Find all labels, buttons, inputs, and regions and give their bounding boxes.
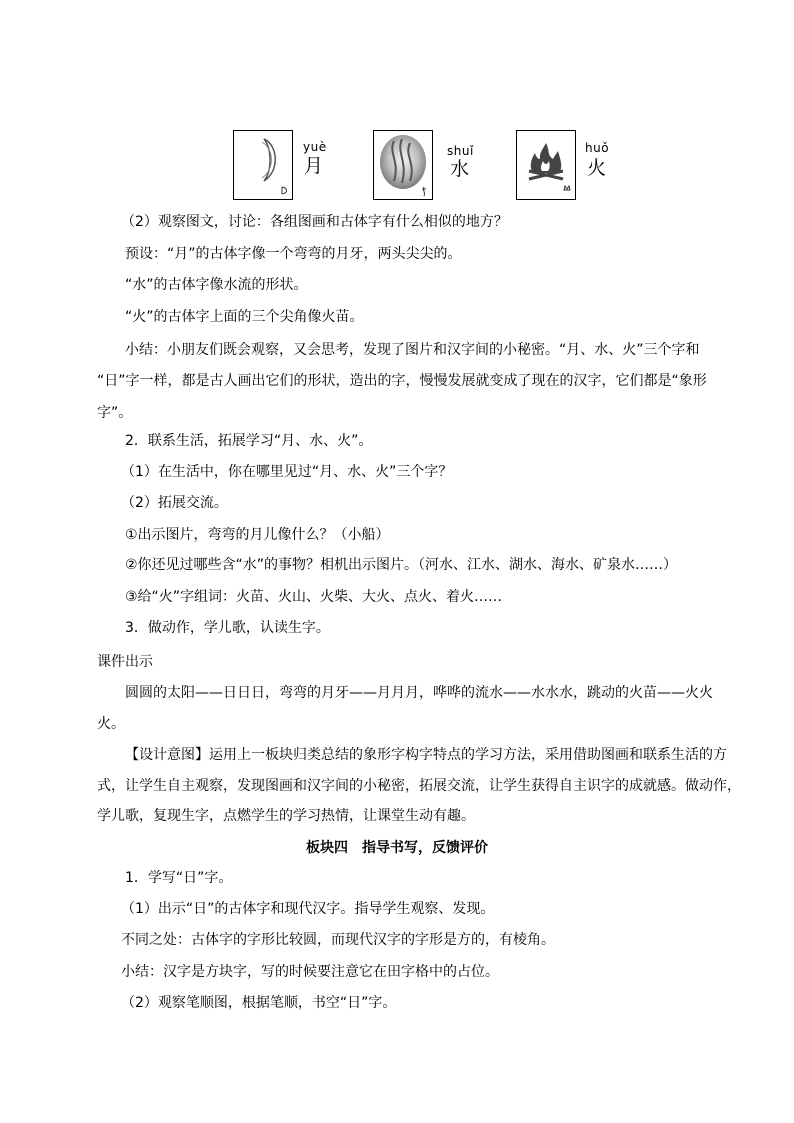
water-icon: [374, 131, 432, 199]
paragraph-line: 火。: [97, 716, 125, 732]
paragraph-line: 不同之处：古体字的字形比较圆，而现代汉字的字形是方的，有棱角。: [121, 932, 555, 948]
moon-icon: [234, 131, 292, 199]
paragraph-line: 课件出示: [97, 654, 153, 670]
fire-picture: [516, 130, 576, 200]
paragraph-line: 式，让学生自主观察，发现图画和汉字间的小秘密，拓展交流，让学生获得自主识字的成就感。做动作，: [97, 778, 741, 794]
paragraph-line: “水”的古体字像水流的形状。: [125, 277, 308, 293]
paragraph-line: 3．做动作，学儿歌，认读生字。: [125, 620, 330, 636]
paragraph-line: ①出示图片，弯弯的月儿像什么？（小船）: [125, 527, 390, 543]
paragraph-line: “日”字一样，都是古人画出它们的形状，造出的字，慢慢发展就变成了现在的汉字，它们都是“象形: [97, 373, 707, 389]
paragraph-line: 小结：小朋友们既会观察，又会思考，发现了图片和汉字间的小秘密。“月、水、火”三个字和: [125, 342, 700, 358]
pinyin-shui: shuǐ: [447, 144, 474, 158]
paragraph-line: 字”。: [97, 405, 133, 421]
char-yue: 月: [304, 155, 324, 177]
paragraph-line: 【设计意图】运用上一板块归类总结的象形字构字特点的学习方法，采用借助图画和联系生活的方: [125, 747, 727, 763]
paragraph-line: 1．学写“日”字。: [125, 870, 233, 886]
pinyin-huo: huǒ: [585, 141, 610, 155]
section-heading: 板块四 指导书写，反馈评价: [306, 840, 488, 856]
paragraph-line: （1）在生活中，你在哪里见过“月、水、火”三个字？: [121, 464, 453, 480]
paragraph-line: 2．联系生活，拓展学习“月、水、火”。: [125, 433, 373, 449]
paragraph-line: （2）观察笔顺图，根据笔顺，书空“日”字。: [121, 995, 397, 1011]
paragraph-line: （1）出示“日”的古体字和现代汉字。指导学生观察、发现。: [121, 901, 495, 917]
pinyin-yue: yuè: [303, 140, 327, 154]
paragraph-line: ③给“火”字组词：火苗、火山、火柴、大火、点火、着火……: [125, 589, 503, 605]
paragraph-line: 小结：汉字是方块字，写的时候要注意它在田字格中的占位。: [121, 964, 499, 980]
char-shui: 水: [450, 158, 470, 180]
paragraph-line: “火”的古体字上面的三个尖角像火苗。: [125, 309, 364, 325]
paragraph-line: （2）拓展交流。: [121, 495, 228, 511]
paragraph-line: （2）观察图文，讨论：各组图画和古体字有什么相似的地方？: [121, 214, 508, 230]
paragraph-line: ②你还见过哪些含“水”的事物？相机出示图片。（河水、江水、湖水、海水、矿泉水……）: [125, 557, 678, 573]
paragraph-line: 预设：“月”的古体字像一个弯弯的月牙，两头尖尖的。: [125, 246, 462, 262]
paragraph-line: 圆圆的太阳——日日日，弯弯的月牙——月月月，哗哗的流水——水水水，跳动的火苗——火火: [125, 685, 713, 701]
moon-picture: [233, 130, 293, 200]
fire-icon: [517, 131, 575, 199]
char-huo: 火: [587, 157, 607, 179]
water-picture: [373, 130, 433, 200]
paragraph-line: 学儿歌，复现生字，点燃学生的学习热情，让课堂生动有趣。: [97, 808, 475, 824]
